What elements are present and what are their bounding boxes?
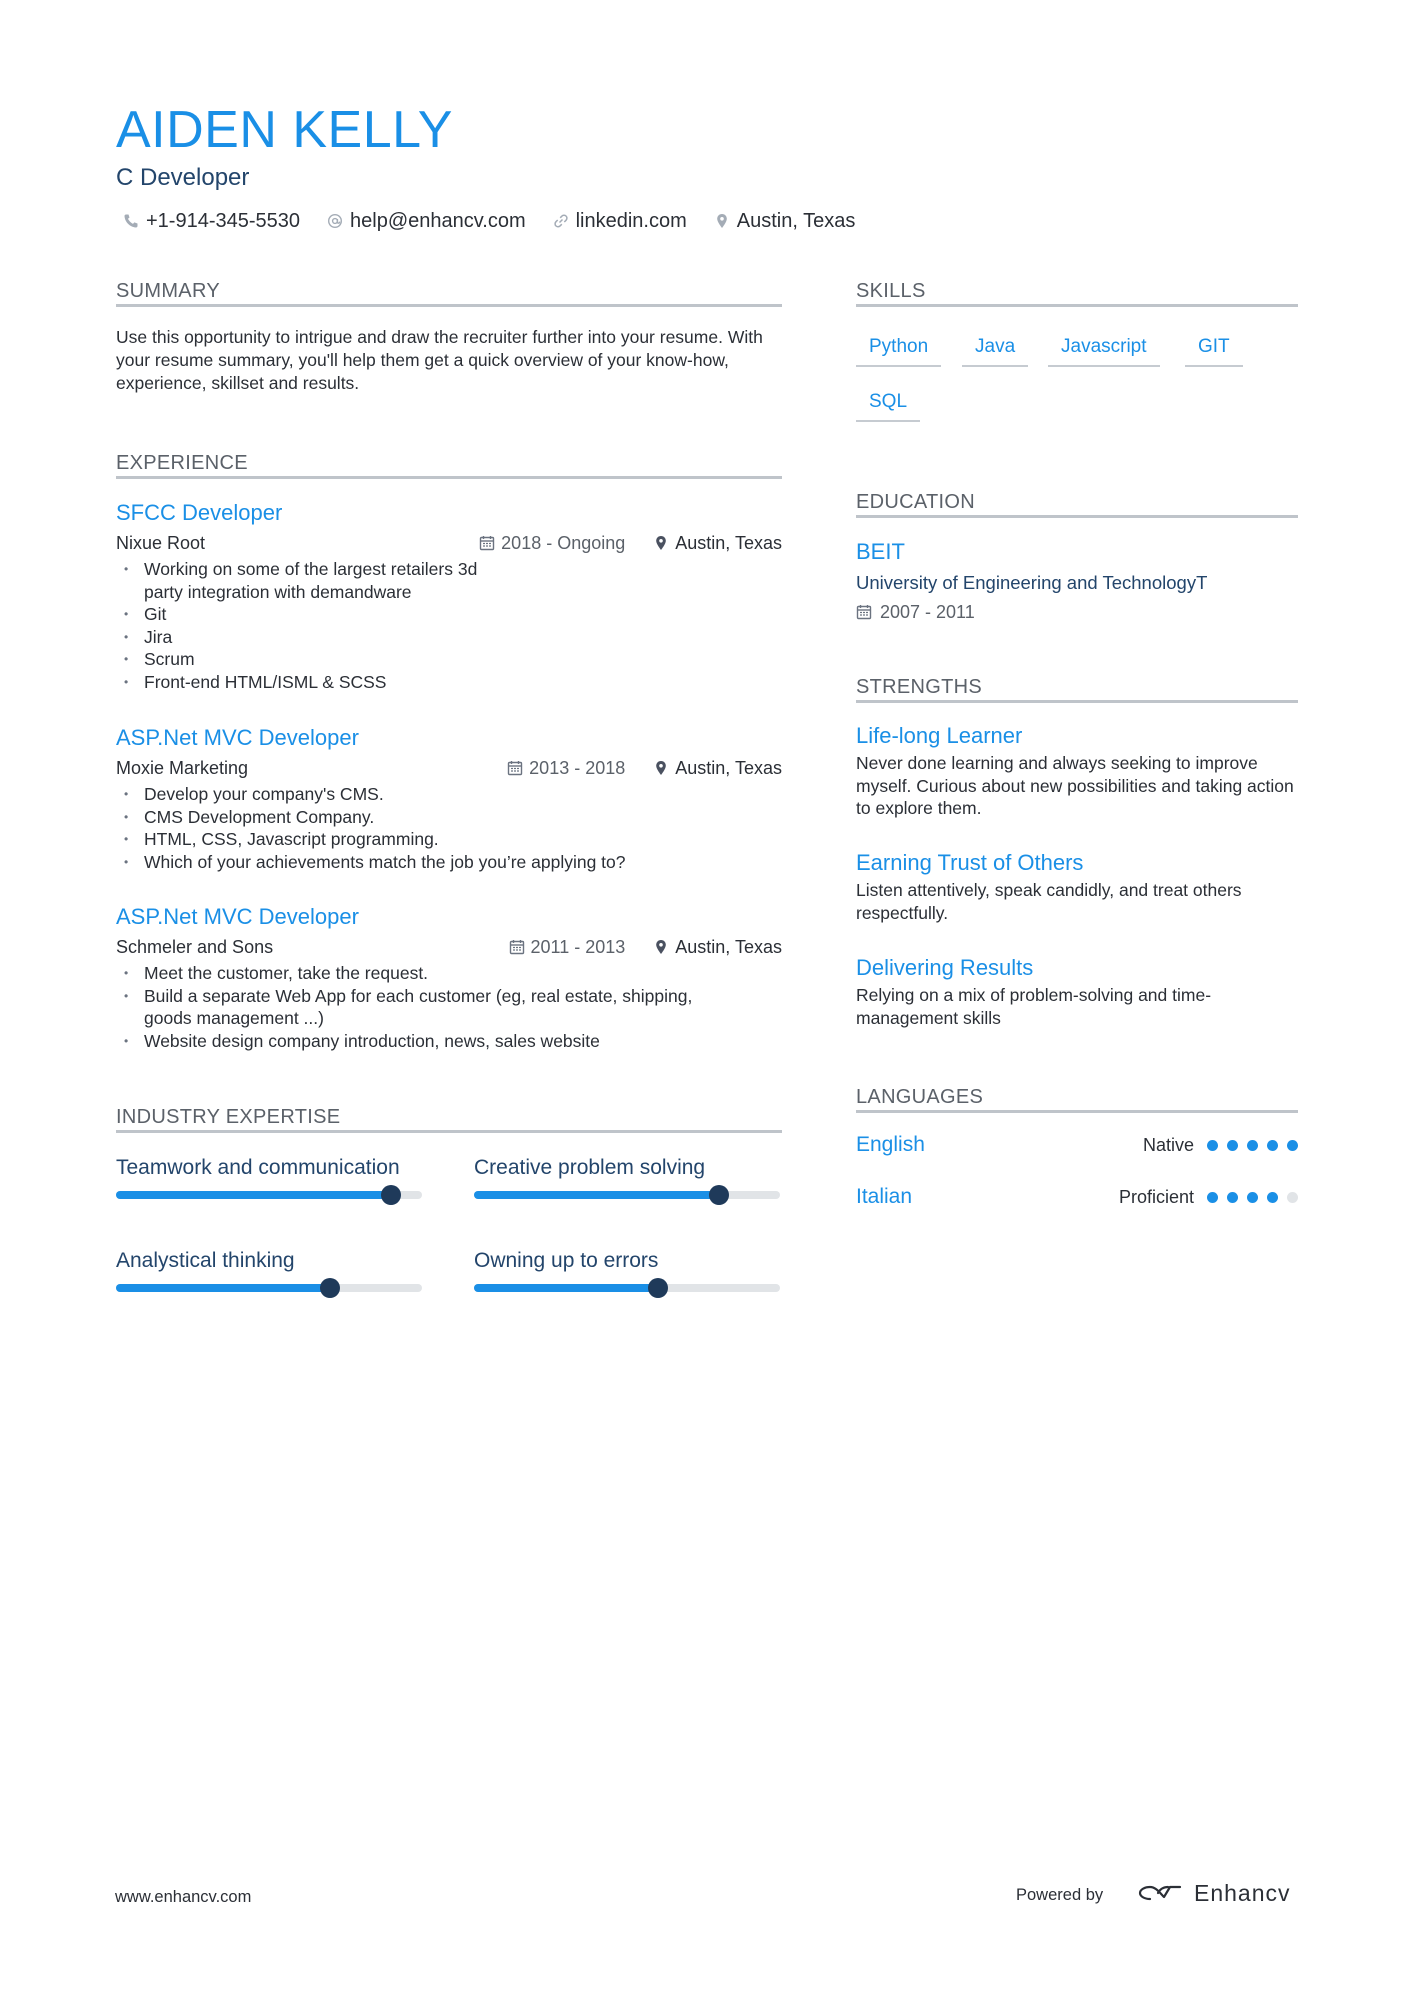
- job-bullets: [116, 962, 782, 1052]
- summary-divider: [116, 304, 782, 307]
- language-item: [856, 1183, 1298, 1211]
- experience-entry: [116, 903, 782, 1052]
- at-icon: [326, 212, 344, 230]
- experience-heading: EXPERIENCE: [116, 452, 248, 474]
- location-pin-icon: [713, 212, 731, 230]
- list-item: • Develop your company's CMS.: [116, 783, 782, 806]
- skill-tag: Python: [856, 333, 941, 367]
- footer-url[interactable]: www.enhancv.com: [115, 1888, 252, 1906]
- rating-dot-filled: [1227, 1192, 1238, 1203]
- skill-tag: Java: [962, 333, 1028, 367]
- job-title: SFCC Developer: [116, 500, 283, 525]
- footer-powered-by: Powered by: [1016, 1886, 1104, 1904]
- expertise-label: Owning up to errors: [474, 1249, 659, 1272]
- strengths-divider: [856, 700, 1298, 703]
- list-item: • Build a separate Web App for each customer (eg, real estate, shipping, goods management ...): [116, 985, 744, 1030]
- link-icon: [552, 212, 570, 230]
- expertise-bar-knob: [648, 1278, 668, 1298]
- list-item: • CMS Development Company.: [116, 806, 782, 829]
- calendar-icon: [479, 535, 495, 551]
- rating-dot-filled: [1207, 1140, 1218, 1151]
- job-dates: 2013 - 2018: [529, 758, 626, 778]
- education-school: University of Engineering and TechnologyT: [856, 572, 1208, 593]
- job-location: Austin, Texas: [675, 758, 782, 778]
- location-pin-icon: [653, 535, 669, 551]
- expertise-bar-fill: [116, 1191, 391, 1199]
- list-item: • Jira: [116, 626, 782, 649]
- expertise-item: [474, 1155, 780, 1199]
- company-name: Moxie Marketing: [116, 758, 249, 778]
- language-item: [856, 1131, 1298, 1159]
- rating-dot-filled: [1287, 1140, 1298, 1151]
- summary-heading: SUMMARY: [116, 280, 220, 302]
- location-pin-icon: [653, 760, 669, 776]
- strength-item: [856, 849, 1306, 924]
- strength-item: [856, 954, 1306, 1029]
- experience-entry: [116, 724, 782, 873]
- job-location: Austin, Texas: [675, 937, 782, 957]
- skill-tag: Javascript: [1048, 333, 1160, 367]
- calendar-icon: [856, 604, 872, 620]
- rating-dot-filled: [1247, 1140, 1258, 1151]
- list-item: • HTML, CSS, Javascript programming.: [116, 828, 782, 851]
- enhancv-logo[interactable]: [1136, 1878, 1291, 1908]
- contact-phone-text: +1-914-345-5530: [146, 209, 301, 232]
- list-item: • Website design company introduction, news, sales website: [116, 1030, 782, 1053]
- language-level: Native: [1142, 1135, 1194, 1155]
- expertise-bar: [116, 1191, 422, 1199]
- contact-email[interactable]: [326, 210, 526, 233]
- company-name: Schmeler and Sons: [116, 937, 274, 957]
- calendar-icon: [507, 760, 523, 776]
- expertise-bar: [474, 1191, 780, 1199]
- expertise-bar: [474, 1284, 780, 1292]
- job-title: ASP.Net MVC Developer: [116, 904, 359, 929]
- education-dates: 2007 - 2011: [880, 602, 975, 622]
- skills-heading: SKILLS: [856, 280, 926, 302]
- contact-email-text: help@enhancv.com: [350, 209, 526, 232]
- education-heading: EDUCATION: [856, 491, 975, 513]
- skill-tag: GIT: [1185, 333, 1243, 367]
- expertise-bar-fill: [116, 1284, 330, 1292]
- language-name: English: [856, 1133, 925, 1156]
- strength-title: Earning Trust of Others: [856, 850, 1084, 875]
- contact-linkedin-text: linkedin.com: [575, 209, 687, 232]
- contact-phone[interactable]: [122, 210, 300, 233]
- language-level: Proficient: [1118, 1187, 1194, 1207]
- skill-tag: SQL: [856, 388, 920, 422]
- expertise-bar-knob: [320, 1278, 340, 1298]
- list-item: • Scrum: [116, 648, 782, 671]
- rating-dot-filled: [1267, 1140, 1278, 1151]
- education-divider: [856, 515, 1298, 518]
- job-dates: 2018 - Ongoing: [501, 533, 626, 553]
- language-rating: [1198, 1140, 1298, 1151]
- rating-dot-empty: [1287, 1192, 1298, 1203]
- education-dates-row: [856, 599, 975, 625]
- job-bullets: [116, 558, 782, 694]
- contact-location-text: Austin, Texas: [736, 209, 856, 232]
- strength-title: Delivering Results: [856, 955, 1034, 980]
- summary-text: Use this opportunity to intrigue and draw the recruiter further into your resume. With your resume summary, you'll help them get a quick overview of your know-how, experience, skillset and results.: [116, 327, 763, 393]
- strength-description: Never done learning and always seeking to improve myself. Curious about new possibilities and taking action to explore them.: [856, 753, 1294, 819]
- expertise-bar-fill: [474, 1284, 658, 1292]
- job-dates: 2011 - 2013: [530, 937, 626, 957]
- footer-brand: Enhancv: [1194, 1880, 1291, 1906]
- strength-description: Listen attentively, speak candidly, and treat others respectfully.: [856, 880, 1242, 923]
- list-item: • Working on some of the largest retailers 3d party integration with demandware: [116, 558, 504, 603]
- expertise-bar: [116, 1284, 422, 1292]
- expertise-bar-knob: [381, 1185, 401, 1205]
- experience-entry: [116, 499, 782, 694]
- contact-location: [713, 210, 856, 233]
- strengths-heading: STRENGTHS: [856, 676, 983, 698]
- education-degree: BEIT: [856, 539, 905, 564]
- expertise-item: [116, 1248, 422, 1292]
- skills-divider: [856, 304, 1298, 307]
- enhancv-logo-icon: [1136, 1879, 1184, 1907]
- rating-dot-filled: [1207, 1192, 1218, 1203]
- candidate-name: AIDEN KELLY: [116, 101, 453, 159]
- list-item: • Front-end HTML/ISML & SCSS: [116, 671, 782, 694]
- list-item: • Which of your achievements match the job you’re applying to?: [116, 851, 782, 874]
- contact-linkedin[interactable]: [552, 210, 687, 233]
- expertise-label: Teamwork and communication: [116, 1156, 400, 1179]
- expertise-bar-fill: [474, 1191, 719, 1199]
- industry-expertise-heading: INDUSTRY EXPERTISE: [116, 1106, 341, 1128]
- rating-dot-filled: [1227, 1140, 1238, 1151]
- expertise-label: Creative problem solving: [474, 1156, 706, 1179]
- company-name: Nixue Root: [116, 533, 206, 553]
- strength-description: Relying on a mix of problem-solving and time-management skills: [856, 985, 1212, 1028]
- expertise-item: [116, 1155, 422, 1199]
- rating-dot-filled: [1267, 1192, 1278, 1203]
- phone-icon: [122, 212, 140, 230]
- expertise-bar-knob: [709, 1185, 729, 1205]
- expertise-label: Analystical thinking: [116, 1249, 295, 1272]
- job-title: ASP.Net MVC Developer: [116, 725, 359, 750]
- expertise-item: [474, 1248, 780, 1292]
- job-bullets: [116, 783, 782, 873]
- languages-divider: [856, 1110, 1298, 1113]
- strength-item: [856, 722, 1306, 820]
- strength-title: Life-long Learner: [856, 723, 1023, 748]
- rating-dot-filled: [1247, 1192, 1258, 1203]
- language-name: Italian: [856, 1185, 913, 1208]
- list-item: • Git: [116, 603, 782, 626]
- list-item: • Meet the customer, take the request.: [116, 962, 782, 985]
- languages-heading: LANGUAGES: [856, 1086, 984, 1108]
- job-location: Austin, Texas: [675, 533, 782, 553]
- contact-bar: [122, 206, 881, 236]
- language-rating: [1198, 1192, 1298, 1203]
- location-pin-icon: [653, 939, 669, 955]
- experience-divider: [116, 476, 782, 479]
- industry-expertise-divider: [116, 1130, 782, 1133]
- calendar-icon: [509, 939, 525, 955]
- candidate-role: C Developer: [116, 164, 250, 191]
